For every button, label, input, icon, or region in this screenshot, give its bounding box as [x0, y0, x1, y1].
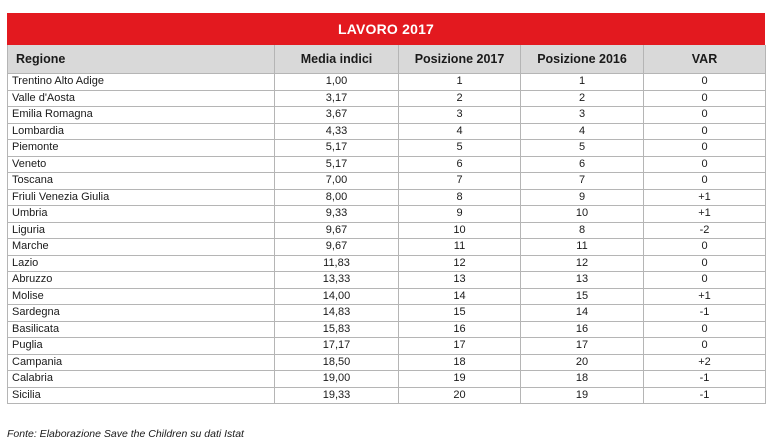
posizione-2016-cell: 12 — [521, 255, 644, 272]
posizione-2017-cell: 14 — [399, 288, 521, 305]
column-header-regione: Regione — [8, 45, 275, 74]
media-indici-cell: 13,33 — [275, 272, 399, 289]
table-body — [8, 74, 766, 404]
regione-cell: Sardegna — [8, 305, 275, 322]
posizione-2017-cell: 3 — [399, 107, 521, 124]
table-row — [8, 107, 766, 124]
regione-cell: Puglia — [8, 338, 275, 355]
regione-cell: Marche — [8, 239, 275, 256]
posizione-2016-cell: 13 — [521, 272, 644, 289]
posizione-2017-cell: 18 — [399, 354, 521, 371]
var-cell: 0 — [644, 239, 766, 256]
media-indici-cell: 19,33 — [275, 387, 399, 404]
posizione-2016-cell: 16 — [521, 321, 644, 338]
var-cell: +1 — [644, 288, 766, 305]
media-indici-cell: 11,83 — [275, 255, 399, 272]
media-indici-cell: 14,00 — [275, 288, 399, 305]
regione-cell: Toscana — [8, 173, 275, 190]
regione-cell: Basilicata — [8, 321, 275, 338]
posizione-2017-cell: 8 — [399, 189, 521, 206]
regione-cell: Calabria — [8, 371, 275, 388]
ranking-table — [7, 45, 766, 404]
media-indici-cell: 3,17 — [275, 90, 399, 107]
var-cell: -1 — [644, 305, 766, 322]
posizione-2016-cell: 18 — [521, 371, 644, 388]
regione-cell: Umbria — [8, 206, 275, 223]
posizione-2017-cell: 5 — [399, 140, 521, 157]
ranking-table-block — [7, 13, 765, 404]
table-row — [8, 321, 766, 338]
media-indici-cell: 5,17 — [275, 156, 399, 173]
regione-cell: Abruzzo — [8, 272, 275, 289]
var-cell: 0 — [644, 255, 766, 272]
media-indici-cell: 5,17 — [275, 140, 399, 157]
posizione-2017-cell: 17 — [399, 338, 521, 355]
regione-cell: Valle d'Aosta — [8, 90, 275, 107]
posizione-2016-cell: 7 — [521, 173, 644, 190]
posizione-2016-cell: 11 — [521, 239, 644, 256]
media-indici-cell: 3,67 — [275, 107, 399, 124]
posizione-2016-cell: 8 — [521, 222, 644, 239]
var-cell: 0 — [644, 74, 766, 91]
regione-cell: Liguria — [8, 222, 275, 239]
posizione-2017-cell: 4 — [399, 123, 521, 140]
media-indici-cell: 1,00 — [275, 74, 399, 91]
table-row — [8, 206, 766, 223]
header-row — [8, 45, 766, 74]
posizione-2016-cell: 6 — [521, 156, 644, 173]
table-row — [8, 305, 766, 322]
table-row — [8, 338, 766, 355]
posizione-2017-cell: 2 — [399, 90, 521, 107]
var-cell: 0 — [644, 272, 766, 289]
regione-cell: Piemonte — [8, 140, 275, 157]
regione-cell: Molise — [8, 288, 275, 305]
regione-cell: Lazio — [8, 255, 275, 272]
var-cell: 0 — [644, 107, 766, 124]
posizione-2016-cell: 5 — [521, 140, 644, 157]
table-row — [8, 74, 766, 91]
var-cell: -1 — [644, 371, 766, 388]
media-indici-cell: 9,67 — [275, 222, 399, 239]
table-row — [8, 255, 766, 272]
table-row — [8, 371, 766, 388]
var-cell: -2 — [644, 222, 766, 239]
media-indici-cell: 9,67 — [275, 239, 399, 256]
posizione-2016-cell: 9 — [521, 189, 644, 206]
posizione-2016-cell: 15 — [521, 288, 644, 305]
media-indici-cell: 17,17 — [275, 338, 399, 355]
table-row — [8, 173, 766, 190]
source-note: Fonte: Elaborazione Save the Children su dati Istat — [7, 428, 244, 440]
posizione-2016-cell: 17 — [521, 338, 644, 355]
var-cell: 0 — [644, 123, 766, 140]
table-row — [8, 288, 766, 305]
posizione-2016-cell: 4 — [521, 123, 644, 140]
regione-cell: Trentino Alto Adige — [8, 74, 275, 91]
posizione-2017-cell: 20 — [399, 387, 521, 404]
regione-cell: Emilia Romagna — [8, 107, 275, 124]
var-cell: 0 — [644, 321, 766, 338]
posizione-2017-cell: 7 — [399, 173, 521, 190]
var-cell: -1 — [644, 387, 766, 404]
table-row — [8, 156, 766, 173]
posizione-2017-cell: 6 — [399, 156, 521, 173]
media-indici-cell: 19,00 — [275, 371, 399, 388]
column-header-var: VAR — [644, 45, 766, 74]
media-indici-cell: 14,83 — [275, 305, 399, 322]
table-row — [8, 222, 766, 239]
table-title: LAVORO 2017 — [7, 13, 765, 45]
var-cell: +1 — [644, 206, 766, 223]
table-row — [8, 189, 766, 206]
media-indici-cell: 8,00 — [275, 189, 399, 206]
var-cell: 0 — [644, 173, 766, 190]
posizione-2016-cell: 19 — [521, 387, 644, 404]
posizione-2016-cell: 14 — [521, 305, 644, 322]
media-indici-cell: 9,33 — [275, 206, 399, 223]
column-header-media-indici: Media indici — [275, 45, 399, 74]
column-header-posizione-2017: Posizione 2017 — [399, 45, 521, 74]
table-row — [8, 123, 766, 140]
posizione-2017-cell: 9 — [399, 206, 521, 223]
media-indici-cell: 18,50 — [275, 354, 399, 371]
table-header — [8, 45, 766, 74]
media-indici-cell: 4,33 — [275, 123, 399, 140]
posizione-2017-cell: 12 — [399, 255, 521, 272]
var-cell: 0 — [644, 90, 766, 107]
regione-cell: Sicilia — [8, 387, 275, 404]
table-row — [8, 354, 766, 371]
regione-cell: Lombardia — [8, 123, 275, 140]
posizione-2016-cell: 1 — [521, 74, 644, 91]
media-indici-cell: 15,83 — [275, 321, 399, 338]
table-row — [8, 239, 766, 256]
posizione-2017-cell: 11 — [399, 239, 521, 256]
regione-cell: Campania — [8, 354, 275, 371]
regione-cell: Friuli Venezia Giulia — [8, 189, 275, 206]
posizione-2017-cell: 15 — [399, 305, 521, 322]
table-row — [8, 387, 766, 404]
column-header-posizione-2016: Posizione 2016 — [521, 45, 644, 74]
table-row — [8, 272, 766, 289]
regione-cell: Veneto — [8, 156, 275, 173]
media-indici-cell: 7,00 — [275, 173, 399, 190]
var-cell: 0 — [644, 156, 766, 173]
table-row — [8, 90, 766, 107]
var-cell: 0 — [644, 140, 766, 157]
posizione-2017-cell: 10 — [399, 222, 521, 239]
posizione-2017-cell: 16 — [399, 321, 521, 338]
posizione-2016-cell: 20 — [521, 354, 644, 371]
posizione-2016-cell: 2 — [521, 90, 644, 107]
var-cell: 0 — [644, 338, 766, 355]
posizione-2017-cell: 1 — [399, 74, 521, 91]
posizione-2017-cell: 13 — [399, 272, 521, 289]
var-cell: +1 — [644, 189, 766, 206]
table-row — [8, 140, 766, 157]
var-cell: +2 — [644, 354, 766, 371]
posizione-2016-cell: 10 — [521, 206, 644, 223]
posizione-2017-cell: 19 — [399, 371, 521, 388]
posizione-2016-cell: 3 — [521, 107, 644, 124]
